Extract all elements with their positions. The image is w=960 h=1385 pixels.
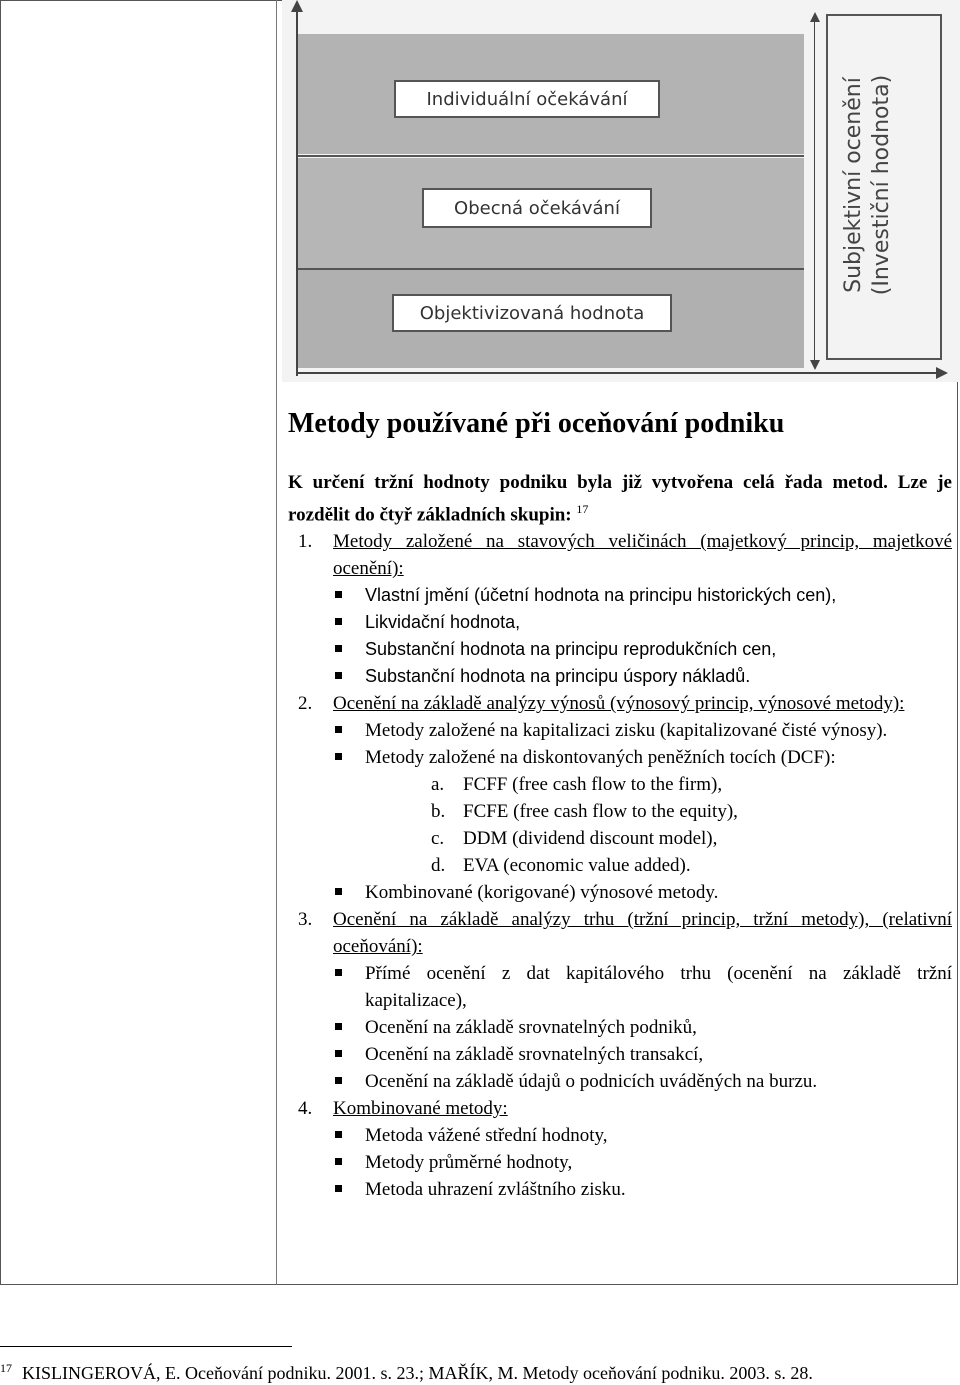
- footnote: [0, 1356, 813, 1385]
- bullet-icon: [335, 726, 342, 733]
- bullet-icon: [335, 618, 342, 625]
- page-title: Metody používané při oceňování podniku: [288, 408, 785, 439]
- side-label: [840, 20, 896, 350]
- list-item: [333, 1014, 952, 1041]
- list-item-text: Substanční hodnota na principu reprodukčních cen,: [365, 639, 777, 660]
- label-general-expectations: Obecná očekávání: [422, 188, 652, 228]
- column-divider: [276, 0, 277, 1285]
- bullet-icon: [335, 672, 342, 679]
- group-number: 4.: [298, 1098, 313, 1120]
- dcf-sublist: [365, 771, 952, 879]
- bullet-icon: [335, 1050, 342, 1057]
- bullet-icon: [335, 1131, 342, 1138]
- method-group-2: [288, 690, 952, 906]
- list-item-text: Ocenění na základě údajů o podnicích uváděných na burzu.: [365, 1071, 818, 1093]
- group-items: [333, 960, 952, 1095]
- group-number: 3.: [298, 909, 313, 931]
- list-item: [333, 582, 952, 609]
- sublist-item: [365, 852, 952, 879]
- sublist-text: EVA (economic value added).: [463, 855, 691, 877]
- arrow-down-icon: [810, 360, 820, 370]
- band-separator: [298, 268, 804, 270]
- list-item: [333, 1176, 952, 1203]
- footnote-text: KISLINGEROVÁ, E. Oceňování podniku. 2001. s. 23.; MAŘÍK, M. Metody oceňování podniku. 2003. s. 28.: [22, 1363, 813, 1383]
- bullet-icon: [335, 1077, 342, 1084]
- side-label-line2: (Investiční hodnota): [869, 74, 894, 296]
- list-item-text: Metoda vážené střední hodnoty,: [365, 1125, 608, 1147]
- sublist-letter: a.: [431, 774, 445, 796]
- list-item-text: Likvidační hodnota,: [365, 612, 521, 633]
- y-axis-line: [296, 6, 298, 376]
- bullet-icon: [335, 1185, 342, 1192]
- list-item-text: Metody založené na kapitalizaci zisku (kapitalizované čisté výnosy).: [365, 720, 888, 742]
- list-item: [333, 960, 952, 1014]
- group-title: Metody založené na stavových veličinách (majetkový princip, majetkové ocenění):: [333, 531, 952, 580]
- list-item: [333, 636, 952, 663]
- main-text: [288, 404, 952, 1203]
- list-item-text: Substanční hodnota na principu úspory nákladů.: [365, 666, 751, 687]
- arrow-up-icon: [810, 12, 820, 22]
- list-item-text: Vlastní jmění (účetní hodnota na principu historických cen),: [365, 585, 837, 606]
- sublist-letter: c.: [431, 828, 445, 850]
- list-item: [333, 1068, 952, 1095]
- list-item-text: Přímé ocenění z dat kapitálového trhu (ocenění na základě tržní kapitalizace),: [365, 963, 952, 1012]
- group-items: [333, 1122, 952, 1203]
- method-group-4: [288, 1095, 952, 1203]
- bullet-icon: [335, 1158, 342, 1165]
- group-number: 1.: [298, 531, 313, 553]
- intro-paragraph: [288, 469, 952, 528]
- band-separator: [298, 155, 804, 157]
- list-item: [333, 744, 952, 879]
- list-item: [333, 879, 952, 906]
- intro-text: K určení tržní hodnoty podniku byla již vytvořena celá řada metod. Lze je rozdělit do čtyř základních skupin:: [288, 472, 952, 526]
- list-item: [333, 663, 952, 690]
- group-title: Kombinované metody:: [333, 1098, 508, 1120]
- sublist-text: FCFF (free cash flow to the firm),: [463, 774, 723, 796]
- label-individual-expectations: Individuální očekávání: [394, 80, 660, 118]
- bullet-icon: [335, 753, 342, 760]
- valuation-levels-figure: [282, 0, 960, 382]
- list-item-text: Metody založené na diskontovaných peněžních tocích (DCF):: [365, 747, 836, 769]
- footnote-ref: 17: [576, 502, 589, 516]
- arrow-right-icon: [936, 367, 948, 379]
- list-item: [333, 1149, 952, 1176]
- list-item: [333, 1122, 952, 1149]
- double-arrow-line: [814, 16, 815, 368]
- sublist-item: [365, 771, 952, 798]
- group-title: Ocenění na základě analýzy výnosů (výnosový princip, výnosové metody):: [333, 693, 905, 715]
- footnote-number: 17: [0, 1361, 12, 1375]
- bullet-icon: [335, 591, 342, 598]
- list-item-text: Ocenění na základě srovnatelných podniků,: [365, 1017, 697, 1039]
- sublist-item: [365, 798, 952, 825]
- group-number: 2.: [298, 693, 313, 715]
- bullet-icon: [335, 969, 342, 976]
- sublist-item: [365, 825, 952, 852]
- list-item-text: Metody průměrné hodnoty,: [365, 1152, 573, 1174]
- bullet-icon: [335, 645, 342, 652]
- bullet-icon: [335, 1023, 342, 1030]
- x-axis-line: [296, 372, 940, 374]
- label-objectivized-value: Objektivizovaná hodnota: [392, 294, 672, 332]
- method-group-3: [288, 906, 952, 1095]
- list-item-text: Metoda uhrazení zvláštního zisku.: [365, 1179, 626, 1201]
- group-items: [333, 582, 952, 690]
- group-title: Ocenění na základě analýzy trhu (tržní princip, tržní metody), (relativní oceňování):: [333, 909, 952, 958]
- list-item: [333, 1041, 952, 1068]
- list-item: [333, 717, 952, 744]
- arrow-up-icon: [291, 0, 303, 12]
- method-group-1: [288, 528, 952, 690]
- list-item: [333, 609, 952, 636]
- bullet-icon: [335, 888, 342, 895]
- list-item-text: Ocenění na základě srovnatelných transakcí,: [365, 1044, 704, 1066]
- side-label-line1: Subjektivní ocenění: [841, 77, 866, 293]
- footnote-rule: [0, 1346, 292, 1347]
- sublist-text: DDM (dividend discount model),: [463, 828, 718, 850]
- sublist-text: FCFE (free cash flow to the equity),: [463, 801, 738, 823]
- group-items: [333, 717, 952, 906]
- sublist-letter: b.: [431, 801, 446, 823]
- sublist-letter: d.: [431, 855, 446, 877]
- list-item-text: Kombinované (korigované) výnosové metody.: [365, 882, 719, 904]
